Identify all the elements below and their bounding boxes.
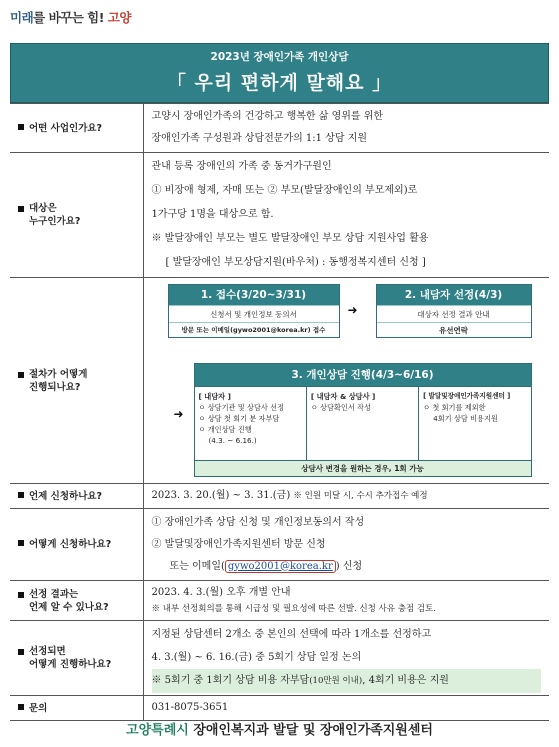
bullet-square-icon: [18, 592, 24, 598]
row-when: [10, 484, 549, 509]
footer-city: 고양특례시: [126, 723, 189, 738]
label-process: 절차가 어떻게 진행되나요?: [10, 278, 143, 484]
info-table: [10, 103, 549, 721]
step3-footer: 상담사 변경을 원하는 경우, 1회 가능: [195, 460, 531, 476]
content-what: 고양시 장애인가족의 건강하고 행복한 삶 영위를 위한 장애인가족 구성원과 상담전문가의 1:1 상담 지원: [143, 104, 549, 153]
step2-box: [376, 284, 532, 338]
bullet-square-icon: [18, 372, 24, 378]
bullet-square-icon: [18, 704, 24, 710]
step2-row2: 유선연락: [377, 322, 531, 337]
step1-box: [168, 284, 340, 338]
step1-row2: 방문 또는 이메일(gywo2001@korea.kr) 접수: [169, 322, 339, 337]
label-contact: 문의: [10, 696, 143, 721]
step3-col-client-counselor: [ 내담자 & 상담사 ] ㅇ 상담확인서 작성: [306, 387, 418, 460]
arrow-right-icon: ➜: [173, 406, 184, 421]
row-after: [10, 621, 549, 696]
content-process: [143, 278, 549, 484]
email-link[interactable]: gywo2001@korea.kr: [225, 560, 336, 573]
label-what: 어떤 사업인가요?: [10, 104, 143, 153]
step3-col-client: [ 내담자 ] ㅇ 상담기관 및 상담사 선정 ㅇ 상담 첫 회기 분 자부담 ㅇ 개인상담 진행 (4.3. ~ 6.16.): [198, 391, 285, 445]
content-when: 2023. 3. 20.(월) ~ 3. 31.(금) ※ 인원 미달 시, 수시 추가접수 예정: [143, 484, 549, 509]
content-contact: [143, 696, 549, 721]
row-how: [10, 509, 549, 581]
content-who: 관내 등록 장애인의 가족 중 동거가구원인 ① 비장애 형제, 자매 또는 ② 부모(발달장애인의 부모제외)로 1가구당 1명을 대상으로 함. ※ 발달장애인 부모는 별도 발달장애인 부모 상담 지원사업 활용 [ 발달장애인 부모상담지원(바우처) : 동행정복지센터 신청 ]: [143, 153, 549, 278]
row-who: [10, 153, 549, 278]
label-when: 언제 신청하나요?: [10, 484, 143, 509]
content-how: ① 장애인가족 상담 신청 및 개인정보동의서 작성 ② 발달및장애인가족지원센터 방문 신청 또는 이메일( gywo2001@korea.kr ) 신청: [143, 509, 549, 581]
cost-note: ※ 5회기 중 1회기 상담 비용 자부담(10만원 이내), 4회기 비용은 지원: [152, 669, 542, 693]
bullet-square-icon: [18, 492, 24, 498]
slogan-city: 고양: [107, 10, 131, 25]
contact-phone: 031-8075-3651: [151, 702, 229, 713]
step3-col-center: [ 발달및장애인가족지원센터 ] ㅇ 첫 회기를 제외한 4회기 상담 비용지원: [418, 387, 530, 460]
step1-title: 1. 접수(3/20~3/31): [169, 285, 339, 305]
step2-row1: 대상자 선정 결과 안내: [377, 305, 531, 322]
slogan: [10, 8, 131, 26]
arrow-right-icon: ➜: [347, 302, 358, 317]
row-process: [10, 278, 549, 484]
row-what: [10, 104, 549, 153]
content-result: 2023. 4. 3.(월) 오후 개별 안내 ※ 내부 선정회의를 통해 시급성 및 필요성에 따른 선발. 신청 사유 충점 검토.: [143, 581, 549, 621]
bullet-square-icon: [18, 124, 24, 130]
step3-title: 3. 개인상담 진행(4/3~6/16): [195, 364, 531, 386]
title-banner: [10, 43, 549, 103]
row-contact: [10, 696, 549, 721]
bullet-square-icon: [18, 540, 24, 546]
label-who: 대상은 누구인가요?: [10, 153, 143, 278]
label-result: 선정 결과는 언제 알 수 있나요?: [10, 581, 143, 621]
footer-org: [0, 719, 559, 738]
slogan-part2: 를 바꾸는 힘!: [33, 10, 104, 25]
label-how: 어떻게 신청하나요?: [10, 509, 143, 581]
banner-subtitle: 2023년 장애인가족 개인상담: [210, 51, 349, 63]
step3-box: [194, 363, 532, 477]
label-after: 선정되면 어떻게 진행하나요?: [10, 621, 143, 696]
footer-department: 장애인복지과 발달 및 장애인가족지원센터: [193, 723, 433, 738]
banner-title: 「 우리 편하게 말해요 」: [166, 72, 393, 94]
bullet-square-icon: [18, 206, 24, 212]
bullet-square-icon: [18, 649, 24, 655]
content-after: 지정된 상담센터 2개소 중 본인의 선택에 따라 1개소를 선정하고 4. 3.(월) ~ 6. 16.(금) 중 5회기 상담 일정 논의 ※ 5회기 중 1회기 상담 비용 자부담(10만원 이내), 4회기 비용은 지원: [143, 621, 549, 696]
step1-row1: 신청서 및 개인정보 동의서: [169, 305, 339, 322]
slogan-part1: 미래: [10, 10, 34, 25]
step2-title: 2. 내담자 선정(4/3): [377, 285, 531, 305]
row-result: [10, 581, 549, 621]
